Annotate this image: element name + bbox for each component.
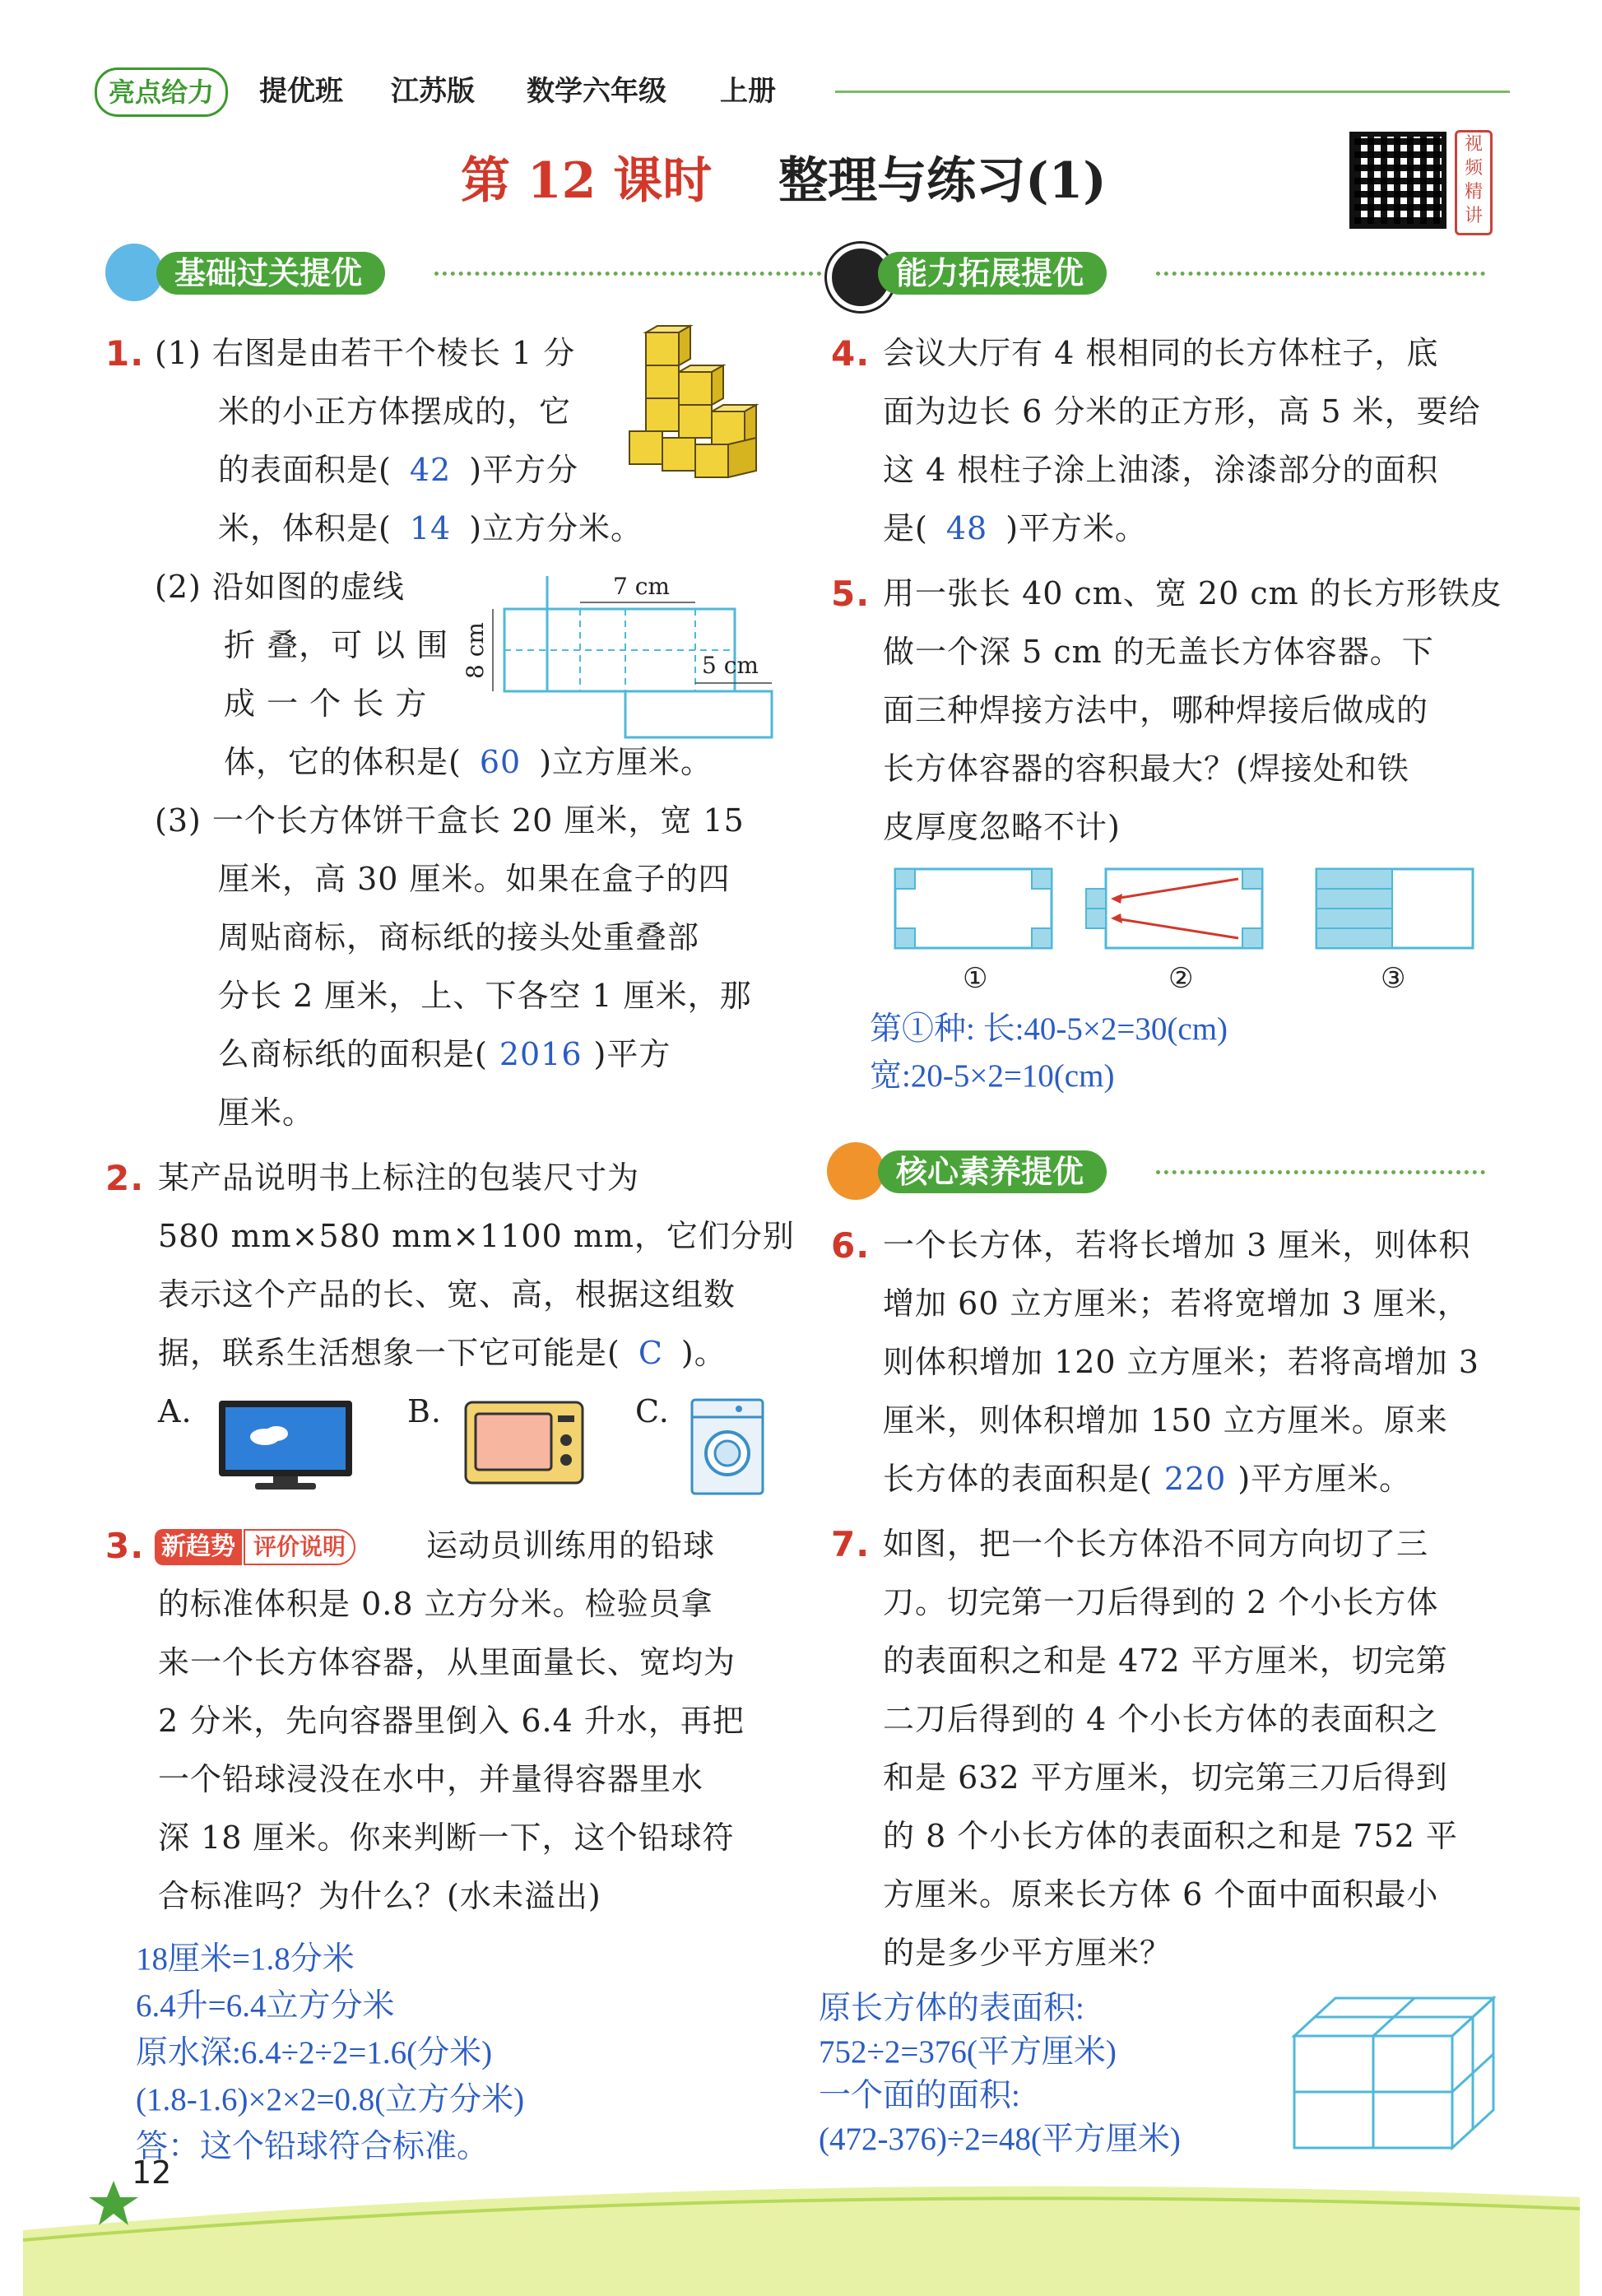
q1-p3-line5: 么商标纸的面积是( 2016 )平方	[218, 1036, 671, 1072]
q3-line1: 运动员训练用的铅球	[426, 1527, 716, 1564]
qr-code-icon[interactable]	[1349, 132, 1446, 229]
lesson-name: 整理与练习(1)	[778, 152, 1107, 210]
q1-p3-line4: 分长 2 厘米，上、下各空 1 厘米，那	[218, 978, 752, 1014]
q7-work-line2: 752÷2=376(平方厘米)	[819, 2034, 1117, 2070]
q4-number: 4.	[831, 333, 871, 374]
q7-line6: 的 8 个小长方体的表面积之和是 752 平	[883, 1818, 1459, 1854]
q3-line5: 一个铅球浸没在水中，并量得容器里水	[158, 1761, 704, 1797]
cube-stack-figure	[621, 326, 769, 490]
q7-work-line3: 一个面的面积:	[819, 2078, 1020, 2113]
q2-number: 2.	[105, 1158, 145, 1198]
q2-line4: 据，联系生活想象一下它可能是( C )。	[158, 1335, 727, 1371]
q2-line2: 580 mm×580 mm×1100 mm，它们分别	[158, 1218, 795, 1254]
q1-p2-line1: (2) 沿如图的虚线	[155, 569, 405, 605]
q4-line2: 面为边长 6 分米的正方形，高 5 米，要给	[883, 393, 1481, 430]
page-number: 12	[132, 2154, 172, 2191]
qr-label: 视频精讲	[1455, 130, 1493, 235]
q4-answer: 48	[945, 510, 988, 546]
mascot-tiger-icon	[827, 1142, 885, 1200]
q1-p3-line6: 厘米。	[218, 1095, 315, 1131]
microwave-icon	[462, 1397, 586, 1488]
brand-logo: 亮点给力	[95, 67, 228, 117]
q1-p3-line3: 周贴商标，商标纸的接头处重叠部	[218, 919, 700, 955]
q7-work-line4: (472-376)÷2=48(平方厘米)	[819, 2122, 1181, 2157]
q7-line5: 和是 632 平方厘米，切完第三刀后得到	[883, 1759, 1448, 1796]
q1-p2-line2: 折 叠，可 以 围	[224, 627, 449, 663]
lesson-title	[461, 148, 1107, 214]
q7-number: 7.	[831, 1524, 871, 1564]
section-core-title: 核心素养提优	[878, 1150, 1107, 1193]
evaluation-tag: 评价说明	[244, 1529, 355, 1565]
q6-line1: 一个长方体，若将长增加 3 厘米，则体积	[883, 1227, 1471, 1263]
q2-option-b: B.	[407, 1393, 443, 1429]
volume-label: 上册	[720, 75, 776, 108]
q3-number: 3.	[105, 1526, 145, 1566]
series-name: 提优班	[259, 75, 343, 108]
q4-line1: 会议大厅有 4 根相同的长方体柱子，底	[883, 335, 1439, 371]
q3-work-line3: 原水深:6.4÷2÷2=1.6(分米)	[136, 2035, 493, 2071]
q7-line2: 刀。切完第一刀后得到的 2 个小长方体	[883, 1584, 1439, 1620]
section-core	[827, 1142, 1502, 1200]
q6-line4: 厘米，则体积增加 150 立方厘米。原来	[883, 1402, 1448, 1438]
subject-label: 数学六年级	[527, 75, 666, 108]
q1-p1-line1: (1) 右图是由若干个棱长 1 分	[155, 335, 576, 371]
q2-answer: C	[638, 1335, 663, 1371]
lesson-number: 12	[527, 152, 597, 210]
q3-work-line4: (1.8-1.6)×2×2=0.8(立方分米)	[136, 2082, 525, 2117]
section-divider	[1156, 272, 1485, 276]
q5-work-line2: 宽:20-5×2=10(cm)	[870, 1058, 1115, 1094]
section-ability	[827, 244, 1502, 301]
q1-p1-line2: 米的小正方体摆成的，它	[218, 393, 572, 430]
net-label-height: 8 cm	[462, 622, 489, 679]
welding-methods-figure	[889, 864, 1481, 996]
header-rule	[835, 91, 1510, 93]
figure-label-1: ①	[963, 962, 988, 995]
q2-option-a: A.	[158, 1393, 193, 1429]
q3-line4: 2 分米，先向容器里倒入 6.4 升水，再把	[158, 1703, 745, 1739]
q1-p3-line1: (3) 一个长方体饼干盒长 20 厘米，宽 15	[155, 802, 745, 839]
q3-line7: 合标准吗？为什么？(水未溢出)	[158, 1878, 601, 1914]
lesson-suffix: 课时	[613, 152, 713, 210]
q2-line1: 某产品说明书上标注的包装尺寸为	[158, 1160, 640, 1196]
washing-machine-icon	[690, 1397, 765, 1496]
section-ability-title: 能力拓展提优	[878, 252, 1107, 295]
q3-work-line5: 答：这个铅球符合标准。	[136, 2129, 490, 2164]
q1-answer-p3: 2016	[499, 1036, 583, 1072]
q1-p2-line4: 体，它的体积是( 60 )立方厘米。	[224, 744, 713, 780]
section-basic	[105, 244, 764, 301]
q2-line3: 表示这个产品的长、宽、高，根据这组数	[158, 1276, 736, 1313]
section-divider	[1156, 1170, 1485, 1174]
section-basic-title: 基础过关提优	[156, 252, 385, 295]
q3-work-line1: 18厘米=1.8分米	[136, 1941, 355, 1977]
q1-p3-line2: 厘米，高 30 厘米。如果在盒子的四	[218, 861, 731, 897]
q1-number: 1.	[105, 333, 145, 374]
q3-line6: 深 18 厘米。你来判断一下，这个铅球符	[158, 1820, 735, 1856]
q4-line4: 是( 48 )平方米。	[883, 510, 1148, 546]
q1-p2-line3: 成 一 个 长 方	[224, 686, 428, 722]
q4-line3: 这 4 根柱子涂上油漆，涂漆部分的面积	[883, 452, 1439, 488]
q1-answer-area: 42	[409, 452, 452, 488]
q5-line4: 长方体容器的容积最大？(焊接处和铁	[883, 751, 1409, 787]
figure-label-3: ③	[1381, 962, 1406, 995]
q6-line5: 长方体的表面积是( 220 )平方厘米。	[883, 1461, 1412, 1497]
q5-line1: 用一张长 40 cm、宽 20 cm 的长方形铁皮	[883, 575, 1502, 611]
footer-decoration	[23, 2148, 1580, 2296]
q5-work-line1: 第①种: 长:40-5×2=30(cm)	[870, 1011, 1228, 1047]
q7-line4: 二刀后得到的 4 个小长方体的表面积之	[883, 1701, 1439, 1737]
edition-label: 江苏版	[391, 75, 475, 108]
q7-line3: 的表面积之和是 472 平方厘米，切完第	[883, 1643, 1448, 1679]
q3-work-line2: 6.4升=6.4立方分米	[136, 1988, 395, 2024]
net-label-width: 7 cm	[613, 573, 670, 600]
box-net-figure	[462, 568, 769, 741]
figure-label-2: ②	[1168, 962, 1194, 995]
tv-icon	[216, 1397, 355, 1496]
q5-number: 5.	[831, 574, 871, 614]
q6-number: 6.	[831, 1225, 871, 1266]
q1-p1-line3: 的表面积是( 42 )平方分	[218, 452, 579, 488]
mascot-bird-icon	[105, 244, 163, 301]
q3-line3: 来一个长方体容器，从里面量长、宽均为	[158, 1644, 736, 1680]
cut-box-figure	[1288, 1990, 1502, 2154]
trend-tag: 新趋势	[155, 1529, 242, 1565]
q1-answer-volume: 14	[409, 510, 452, 546]
q7-work-line1: 原长方体的表面积:	[819, 1991, 1084, 2026]
lesson-prefix: 第	[461, 152, 510, 210]
q7-line7: 方厘米。原来长方体 6 个面中面积最小	[883, 1876, 1439, 1913]
q2-option-c: C.	[635, 1393, 670, 1429]
q7-line1: 如图，把一个长方体沿不同方向切了三	[883, 1526, 1429, 1562]
q6-line2: 增加 60 立方厘米；若将宽增加 3 厘米，	[883, 1285, 1470, 1322]
page-header	[95, 64, 1510, 120]
net-label-side: 5 cm	[702, 652, 759, 679]
q5-line5: 皮厚度忽略不计)	[883, 809, 1121, 845]
q6-answer: 220	[1163, 1461, 1227, 1497]
section-divider	[434, 272, 854, 276]
q7-line8: 的是多少平方厘米？	[883, 1935, 1172, 1971]
q1-p1-line4: 米，体积是( 14 )立方分米。	[218, 510, 643, 546]
q3-line2: 的标准体积是 0.8 立方分米。检验员拿	[158, 1586, 713, 1622]
q5-line3: 面三种焊接方法中，哪种焊接后做成的	[883, 692, 1429, 728]
q6-line3: 则体积增加 120 立方厘米；若将高增加 3	[883, 1344, 1479, 1380]
q5-line2: 做一个深 5 cm 的无盖长方体容器。下	[883, 634, 1434, 670]
q1-answer-p2: 60	[479, 744, 522, 780]
